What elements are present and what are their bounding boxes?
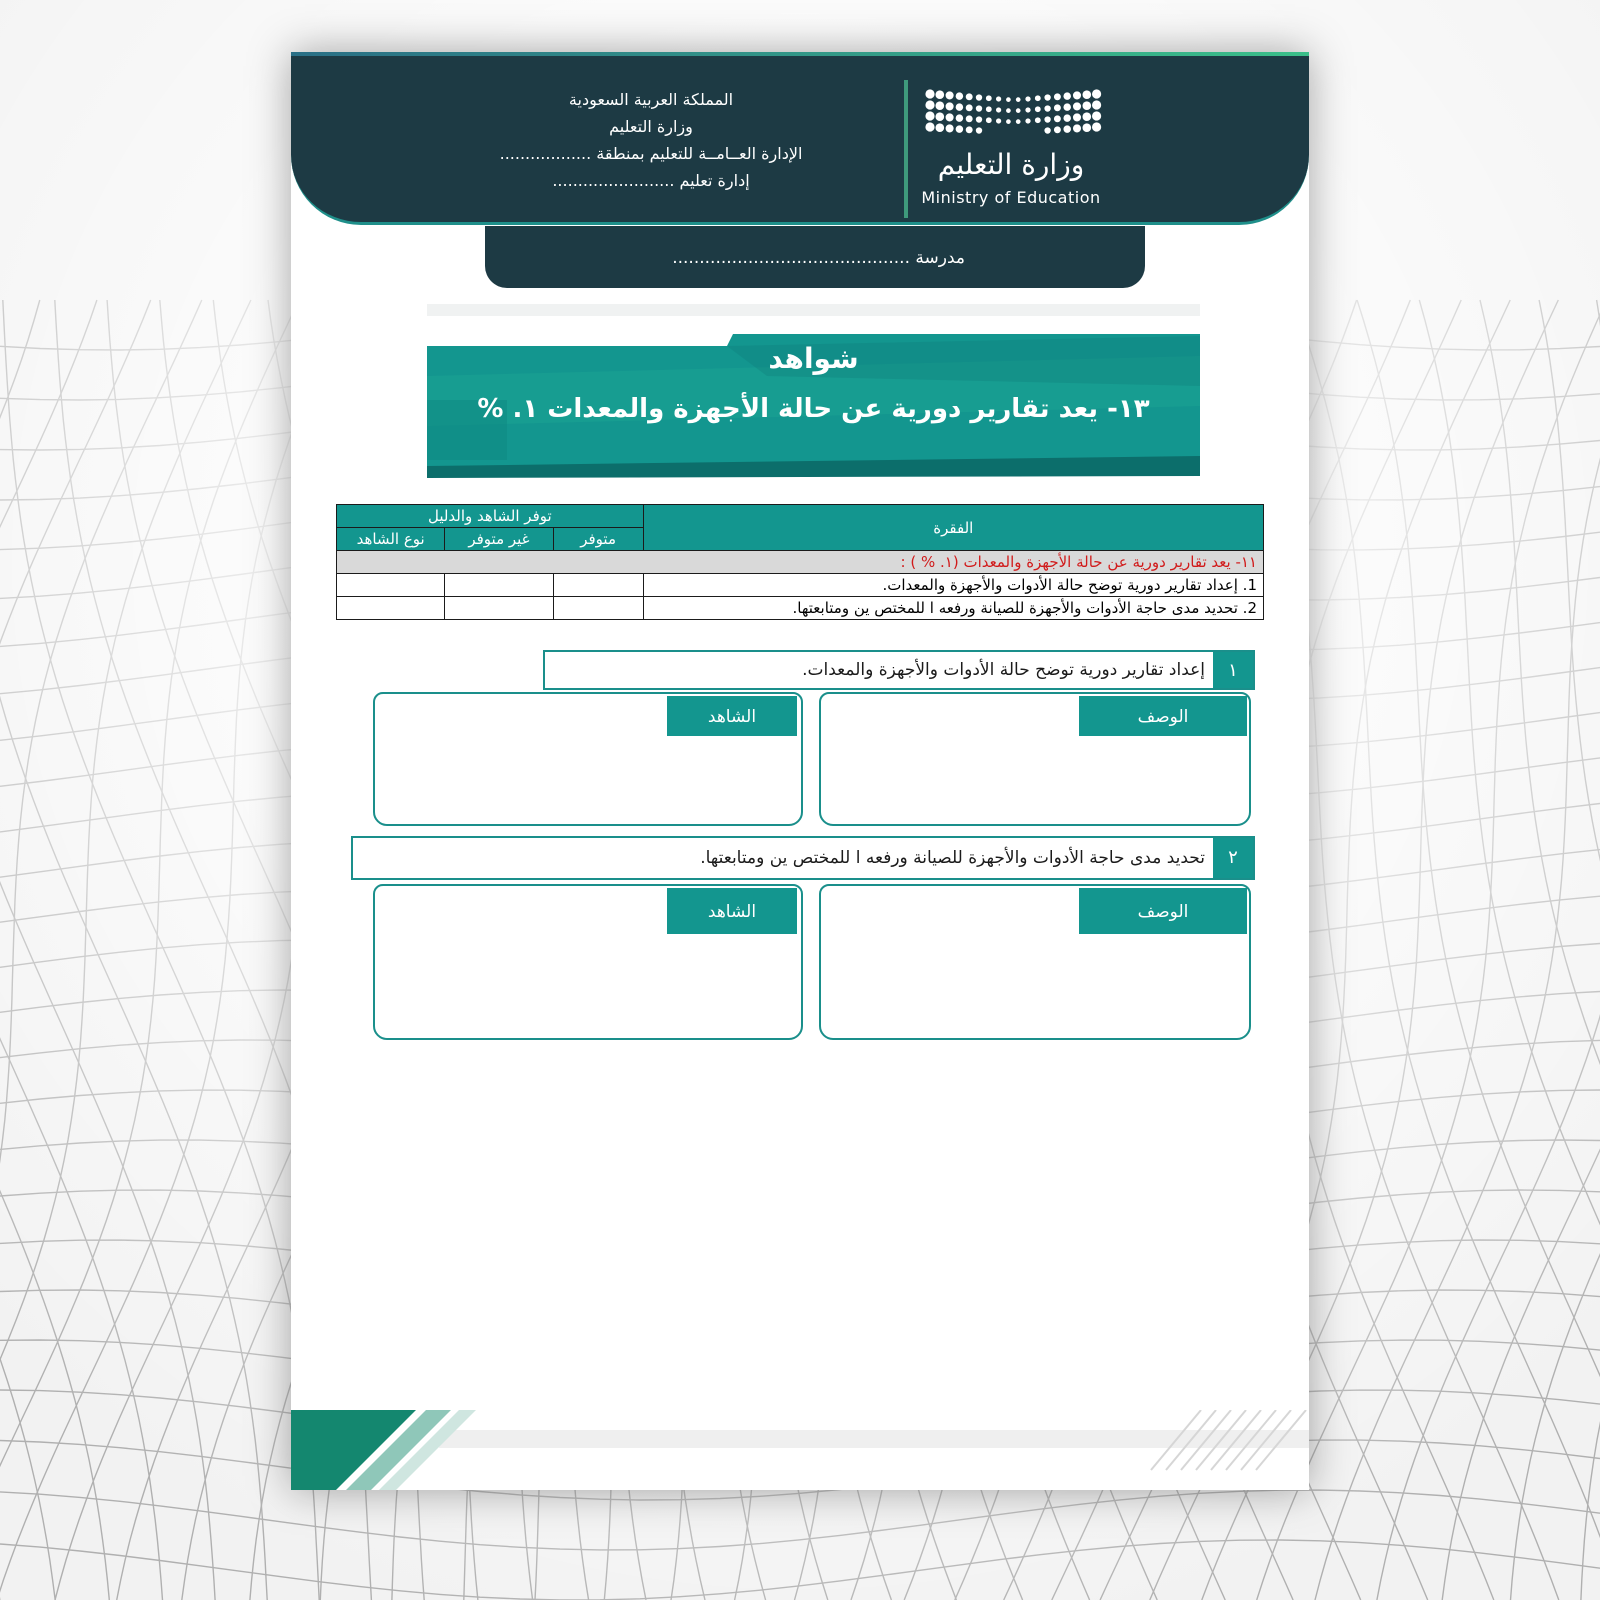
unavailable-cell[interactable] [445, 574, 553, 597]
table-section-row [337, 551, 1264, 574]
school-name-field[interactable]: مدرسة ............................................ [672, 248, 965, 268]
document-page [291, 52, 1309, 1490]
evidence-type-cell[interactable] [337, 597, 445, 620]
header-line-ministry: وزارة التعليم [609, 117, 693, 136]
criteria-table [336, 504, 1264, 620]
header-line-kingdom: المملكة العربية السعودية [568, 90, 734, 109]
question-2-evidence-panel[interactable] [373, 884, 803, 1040]
item-text: 2. تحديد مدى حاجة الأدوات والأجهزة للصيانة ورفعه ا للمختص ين ومتابعتها. [643, 597, 1263, 620]
item-text: 1. إعداد تقارير دورية توضح حالة الأدوات والأجهزة والمعدات. [643, 574, 1263, 597]
question-1-evidence-panel[interactable] [373, 692, 803, 826]
question-2-description-panel[interactable] [819, 884, 1251, 1040]
unavailable-cell[interactable] [445, 597, 553, 620]
header-address-block [441, 86, 861, 194]
banner-top-strip [427, 304, 1200, 316]
available-cell[interactable] [553, 574, 643, 597]
evidence-label: الشاهد [667, 696, 797, 736]
banner-title: شواهد [768, 342, 859, 375]
col-unavailable-header: غير متوفر [445, 528, 553, 551]
banner-subtitle: ١٣- يعد تقارير دورية عن حالة الأجهزة والمعدات ١. % [477, 394, 1150, 424]
logo-arabic-text: وزارة التعليم [937, 148, 1085, 181]
footer-decoration [291, 1410, 1309, 1490]
description-label: الوصف [1079, 696, 1247, 736]
col-available-header: متوفر [553, 528, 643, 551]
question-2-text: تحديد مدى حاجة الأدوات والأجهزة للصيانة ورفعه ا للمختص ين ومتابعتها. [700, 848, 1205, 868]
question-2-box [351, 836, 1255, 880]
question-2-number: ٢ [1213, 838, 1253, 878]
evidence-banner [427, 316, 1200, 522]
col-group-header: توفر الشاهد والدليل [337, 505, 644, 528]
question-1-description-panel[interactable] [819, 692, 1251, 826]
table-row [337, 574, 1264, 597]
section-label: ١١- يعد تقارير دورية عن حالة الأجهزة والمعدات (١. % ) : [337, 551, 1264, 574]
col-type-header: نوع الشاهد [337, 528, 445, 551]
header-line-office: إدارة تعليم ........................ [552, 171, 750, 190]
evidence-label: الشاهد [667, 888, 797, 934]
ministry-logo-icon [924, 86, 1104, 142]
table-row [337, 597, 1264, 620]
evidence-type-cell[interactable] [337, 574, 445, 597]
table-header-row [337, 505, 1264, 528]
school-name-bar [485, 226, 1145, 288]
header-line-directorate: الإدارة العــامــة للتعليم بمنطقة .................. [499, 144, 803, 163]
question-1-text: إعداد تقارير دورية توضح حالة الأدوات والأجهزة والمعدات. [802, 660, 1205, 680]
ministry-header [291, 56, 1309, 225]
available-cell[interactable] [553, 597, 643, 620]
logo-divider [904, 80, 908, 218]
description-label: الوصف [1079, 888, 1247, 934]
question-1-box [543, 650, 1255, 690]
col-item-header: الفقرة [643, 505, 1263, 551]
question-1-number: ١ [1213, 652, 1253, 688]
logo-english-text: Ministry of Education [921, 188, 1101, 207]
